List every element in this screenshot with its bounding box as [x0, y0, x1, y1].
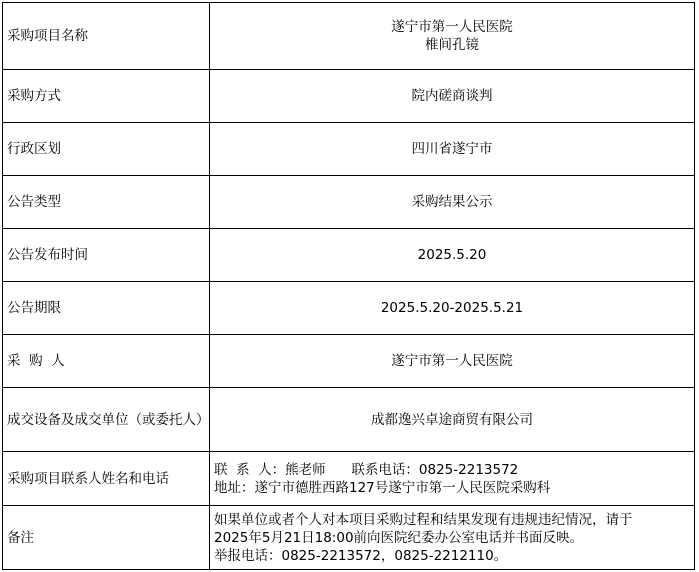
remarks-line-3: 举报电话：0825-2213572，0825-2212110。 [214, 547, 508, 564]
table-row-purchaser [3, 335, 695, 388]
value-purchaser: 遂宁市第一人民医院 [210, 335, 695, 388]
table-row-project-name [3, 3, 695, 70]
contact-line-2: 地址：遂宁市德胜西路127号遂宁市第一人民医院采购科 [214, 479, 551, 496]
project-name-line-1: 遂宁市第一人民医院 [391, 19, 513, 35]
value-winning-supplier: 成都逸兴卓途商贸有限公司 [210, 388, 695, 452]
value-region: 四川省遂宁市 [210, 123, 695, 176]
value-publish-date: 2025.5.20 [210, 229, 695, 282]
value-procurement-method: 院内磋商谈判 [210, 70, 695, 123]
remarks-line-2: 2025年5月21日18:00前向医院纪委办公室电话并书面反映。 [214, 529, 584, 546]
value-remarks [210, 506, 695, 570]
label-region: 行政区划 [3, 123, 210, 176]
label-publish-date: 公告发布时间 [3, 229, 210, 282]
value-contact [210, 452, 695, 506]
table-row-contact [3, 452, 695, 506]
value-notice-period: 2025.5.20-2025.5.21 [210, 282, 695, 335]
label-notice-period: 公告期限 [3, 282, 210, 335]
contact-line-1: 联 系 人：熊老师 联系电话：0825-2213572 [214, 461, 519, 478]
project-name-line-2: 椎间孔镜 [425, 37, 479, 53]
table-row-region [3, 123, 695, 176]
table-row-notice-type [3, 176, 695, 229]
table-row-winning-supplier [3, 388, 695, 452]
label-project-name: 采购项目名称 [3, 3, 210, 70]
procurement-result-table [2, 2, 695, 570]
label-procurement-method: 采购方式 [3, 70, 210, 123]
remarks-line-1: 如果单位或者个人对本项目采购过程和结果发现有违规违纪情况，请于 [214, 511, 633, 528]
table-row-publish-date [3, 229, 695, 282]
value-project-name [210, 3, 695, 70]
label-remarks: 备注 [3, 506, 210, 570]
label-purchaser: 采 购 人 [3, 335, 210, 388]
table-row-notice-period [3, 282, 695, 335]
label-contact: 采购项目联系人姓名和电话 [3, 452, 210, 506]
table-row-procurement-method [3, 70, 695, 123]
value-notice-type: 采购结果公示 [210, 176, 695, 229]
label-notice-type: 公告类型 [3, 176, 210, 229]
table-row-remarks [3, 506, 695, 570]
label-winning-supplier: 成交设备及成交单位（或委托人） [3, 388, 210, 452]
